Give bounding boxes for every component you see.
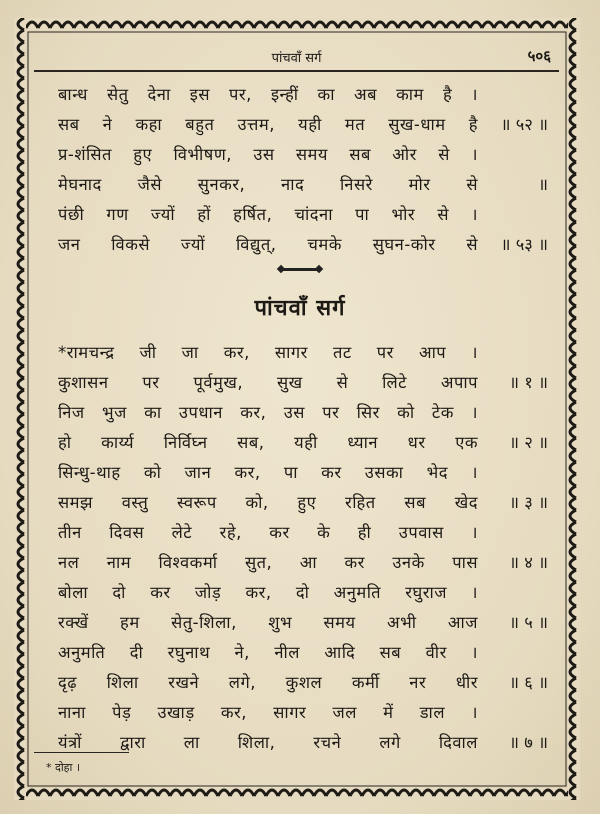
verse-line: सिन्धु-थाह को जान कर, पा कर उसका भेद । bbox=[58, 463, 478, 482]
page-number: ५०६ bbox=[527, 47, 551, 65]
header-rule bbox=[34, 70, 559, 72]
verse-line: मेघनाद जैसे सुनकर, नाद निसरे मोर से ॥ bbox=[58, 175, 548, 194]
chapter-title: पांचवाँ सर्ग bbox=[254, 296, 346, 321]
verse-line: बान्ध सेतु देना इस पर, इन्हीं का अब काम है । bbox=[58, 85, 478, 104]
verse-line: तीन दिवस लेटे रहे, कर के ही उपवास । bbox=[58, 523, 478, 542]
verse-line: सब ने कहा बहुत उत्तम, यही मत सुख-धाम है ॥ ५२ ॥ bbox=[58, 115, 548, 134]
verse-line: जन विकसे ज्यों विद्युत्, चमके सुघन-कोर से ॥ ५३ ॥ bbox=[58, 235, 548, 254]
verse-line: कुशासन पर पूर्वमुख, सुख से लिटे अपाप ॥ १ ॥ bbox=[58, 373, 548, 392]
verse-line: यंत्रों द्वारा ला शिला, रचने लगे दिवाल ॥ ७ ॥ bbox=[58, 733, 548, 752]
verse-line: प्र-शंसित हुए विभीषण, उस समय सब ओर से । bbox=[58, 145, 478, 164]
verse-line: रक्खें हम सेतु-शिला, शुभ समय अभी आज ॥ ५ ॥ bbox=[58, 613, 548, 632]
running-title: पांचवाँ सर्ग bbox=[271, 51, 322, 66]
verse-line: *रामचन्द्र जी जा कर, सागर तट पर आप । bbox=[58, 343, 478, 362]
verse-line: हो कार्य्य निर्विघ्न सब, यही ध्यान धर एक ॥ २ ॥ bbox=[58, 433, 548, 452]
footnote-rule bbox=[34, 752, 129, 753]
verses-main bbox=[58, 338, 548, 758]
verses-top bbox=[58, 80, 548, 260]
footnote: * दोहा । bbox=[46, 761, 81, 774]
ornamental-divider bbox=[282, 268, 318, 271]
page-header bbox=[34, 46, 559, 72]
verse-line: नाना पेड़ उखाड़ कर, सागर जल में डाल । bbox=[58, 703, 478, 722]
verse-line: समझ वस्तु स्वरूप को, हुए रहित सब खेद ॥ ३ ॥ bbox=[58, 493, 548, 512]
verse-line: पंछी गण ज्यों हों हर्षित, चांदना पा भोर से । bbox=[58, 205, 478, 224]
verse-line: निज भुज का उपधान कर, उस पर सिर को टेक । bbox=[58, 403, 478, 422]
verse-line: दृढ़ शिला रखने लगे, कुशल कर्मी नर धीर ॥ ६ ॥ bbox=[58, 673, 548, 692]
verse-line: अनुमति दी रघुनाथ ने, नील आदि सब वीर । bbox=[58, 643, 478, 662]
verse-line: नल नाम विश्वकर्मा सुत, आ कर उनके पास ॥ ४ ॥ bbox=[58, 553, 548, 572]
verse-line: बोला दो कर जोड़ कर, दो अनुमति रघुराज । bbox=[58, 583, 478, 602]
